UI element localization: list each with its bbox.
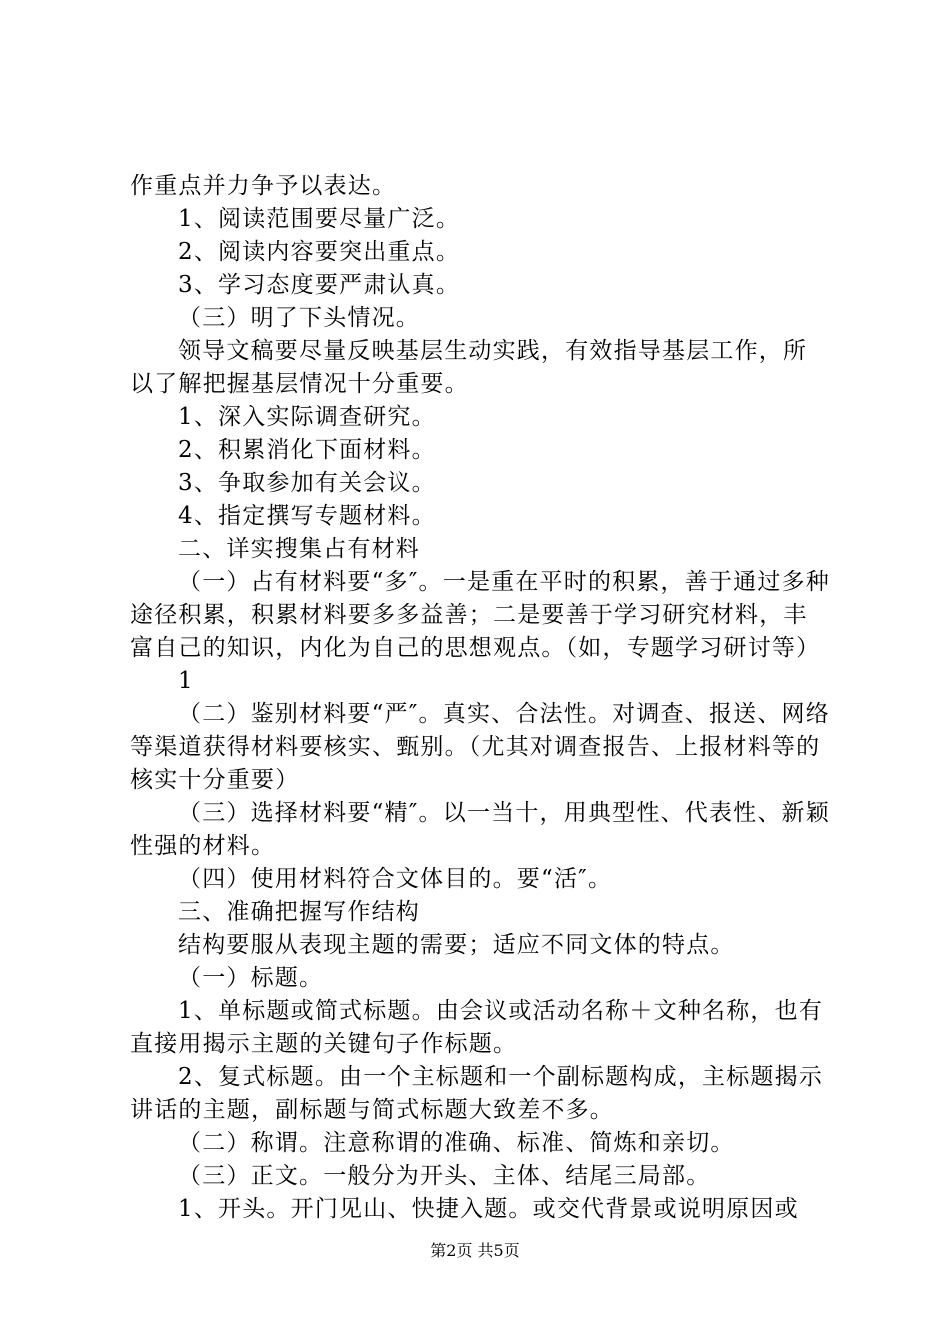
paragraph: 三、准确把握写作结构 (178, 899, 420, 925)
paragraph: （三）选择材料要“精″。以一当十，用典型性、代表性、新颖性强的材料。 (130, 800, 830, 859)
paragraph: 1 (178, 668, 194, 694)
paragraph: 3、争取参加有关会议。 (178, 470, 436, 496)
paragraph: （三）正文。一般分为开头、主体、结尾三局部。 (178, 1163, 711, 1189)
paragraph: 2、积累消化下面材料。 (178, 437, 436, 463)
paragraph: （一）标题。 (178, 965, 324, 991)
paragraph: 1、开头。开门见山、快捷入题。或交代背景或说明原因或 (178, 1196, 799, 1222)
paragraph: （三）明了下头情况。 (178, 305, 420, 331)
paragraph: （二）鉴别材料要“严″。真实、合法性。对调查、报送、网络等渠道获得材料要核实、甄别。（尤其对调查报告、上报材料等的核实十分重要） (130, 701, 830, 793)
paragraph: 2、阅读内容要突出重点。 (178, 239, 461, 265)
paragraph: （四）使用材料符合文体目的。要“活″。 (178, 866, 613, 892)
paragraph: 1、阅读范围要尽量广泛。 (178, 206, 461, 232)
paragraph: 2、复式标题。由一个主标题和一个副标题构成，主标题揭示讲话的主题，副标题与简式标题大致差不多。 (130, 1064, 824, 1123)
paragraph: 作重点并力争予以表达。 (130, 173, 397, 199)
paragraph: 1、单标题或简式标题。由会议或活动名称＋文种名称，也有直接用揭示主题的关键句子作标题。 (130, 998, 824, 1057)
paragraph: 1、深入实际调查研究。 (178, 404, 436, 430)
paragraph: 结构要服从表现主题的需要；适应不同文体的特点。 (178, 932, 735, 958)
paragraph: 4、指定撰写专题材料。 (178, 503, 436, 529)
paragraph: 二、详实搜集占有材料 (178, 536, 420, 562)
paragraph: （二）称谓。注意称谓的准确、标准、简炼和亲切。 (178, 1130, 735, 1156)
paragraph: （一）占有材料要“多″。一是重在平时的积累，善于通过多种途径积累，积累材料要多多益善；二是要善于学习研究材料，丰富自己的知识，内化为自己的思想观点。（如，专题学习研讨等） (130, 569, 830, 661)
paragraph: 3、学习态度要严肃认真。 (178, 272, 461, 298)
page-footer: 第2页 共5页 (430, 1241, 520, 1260)
paragraph: 领导文稿要尽量反映基层生动实践，有效指导基层工作，所以了解把握基层情况十分重要。 (130, 338, 808, 397)
document-body (130, 170, 830, 1226)
